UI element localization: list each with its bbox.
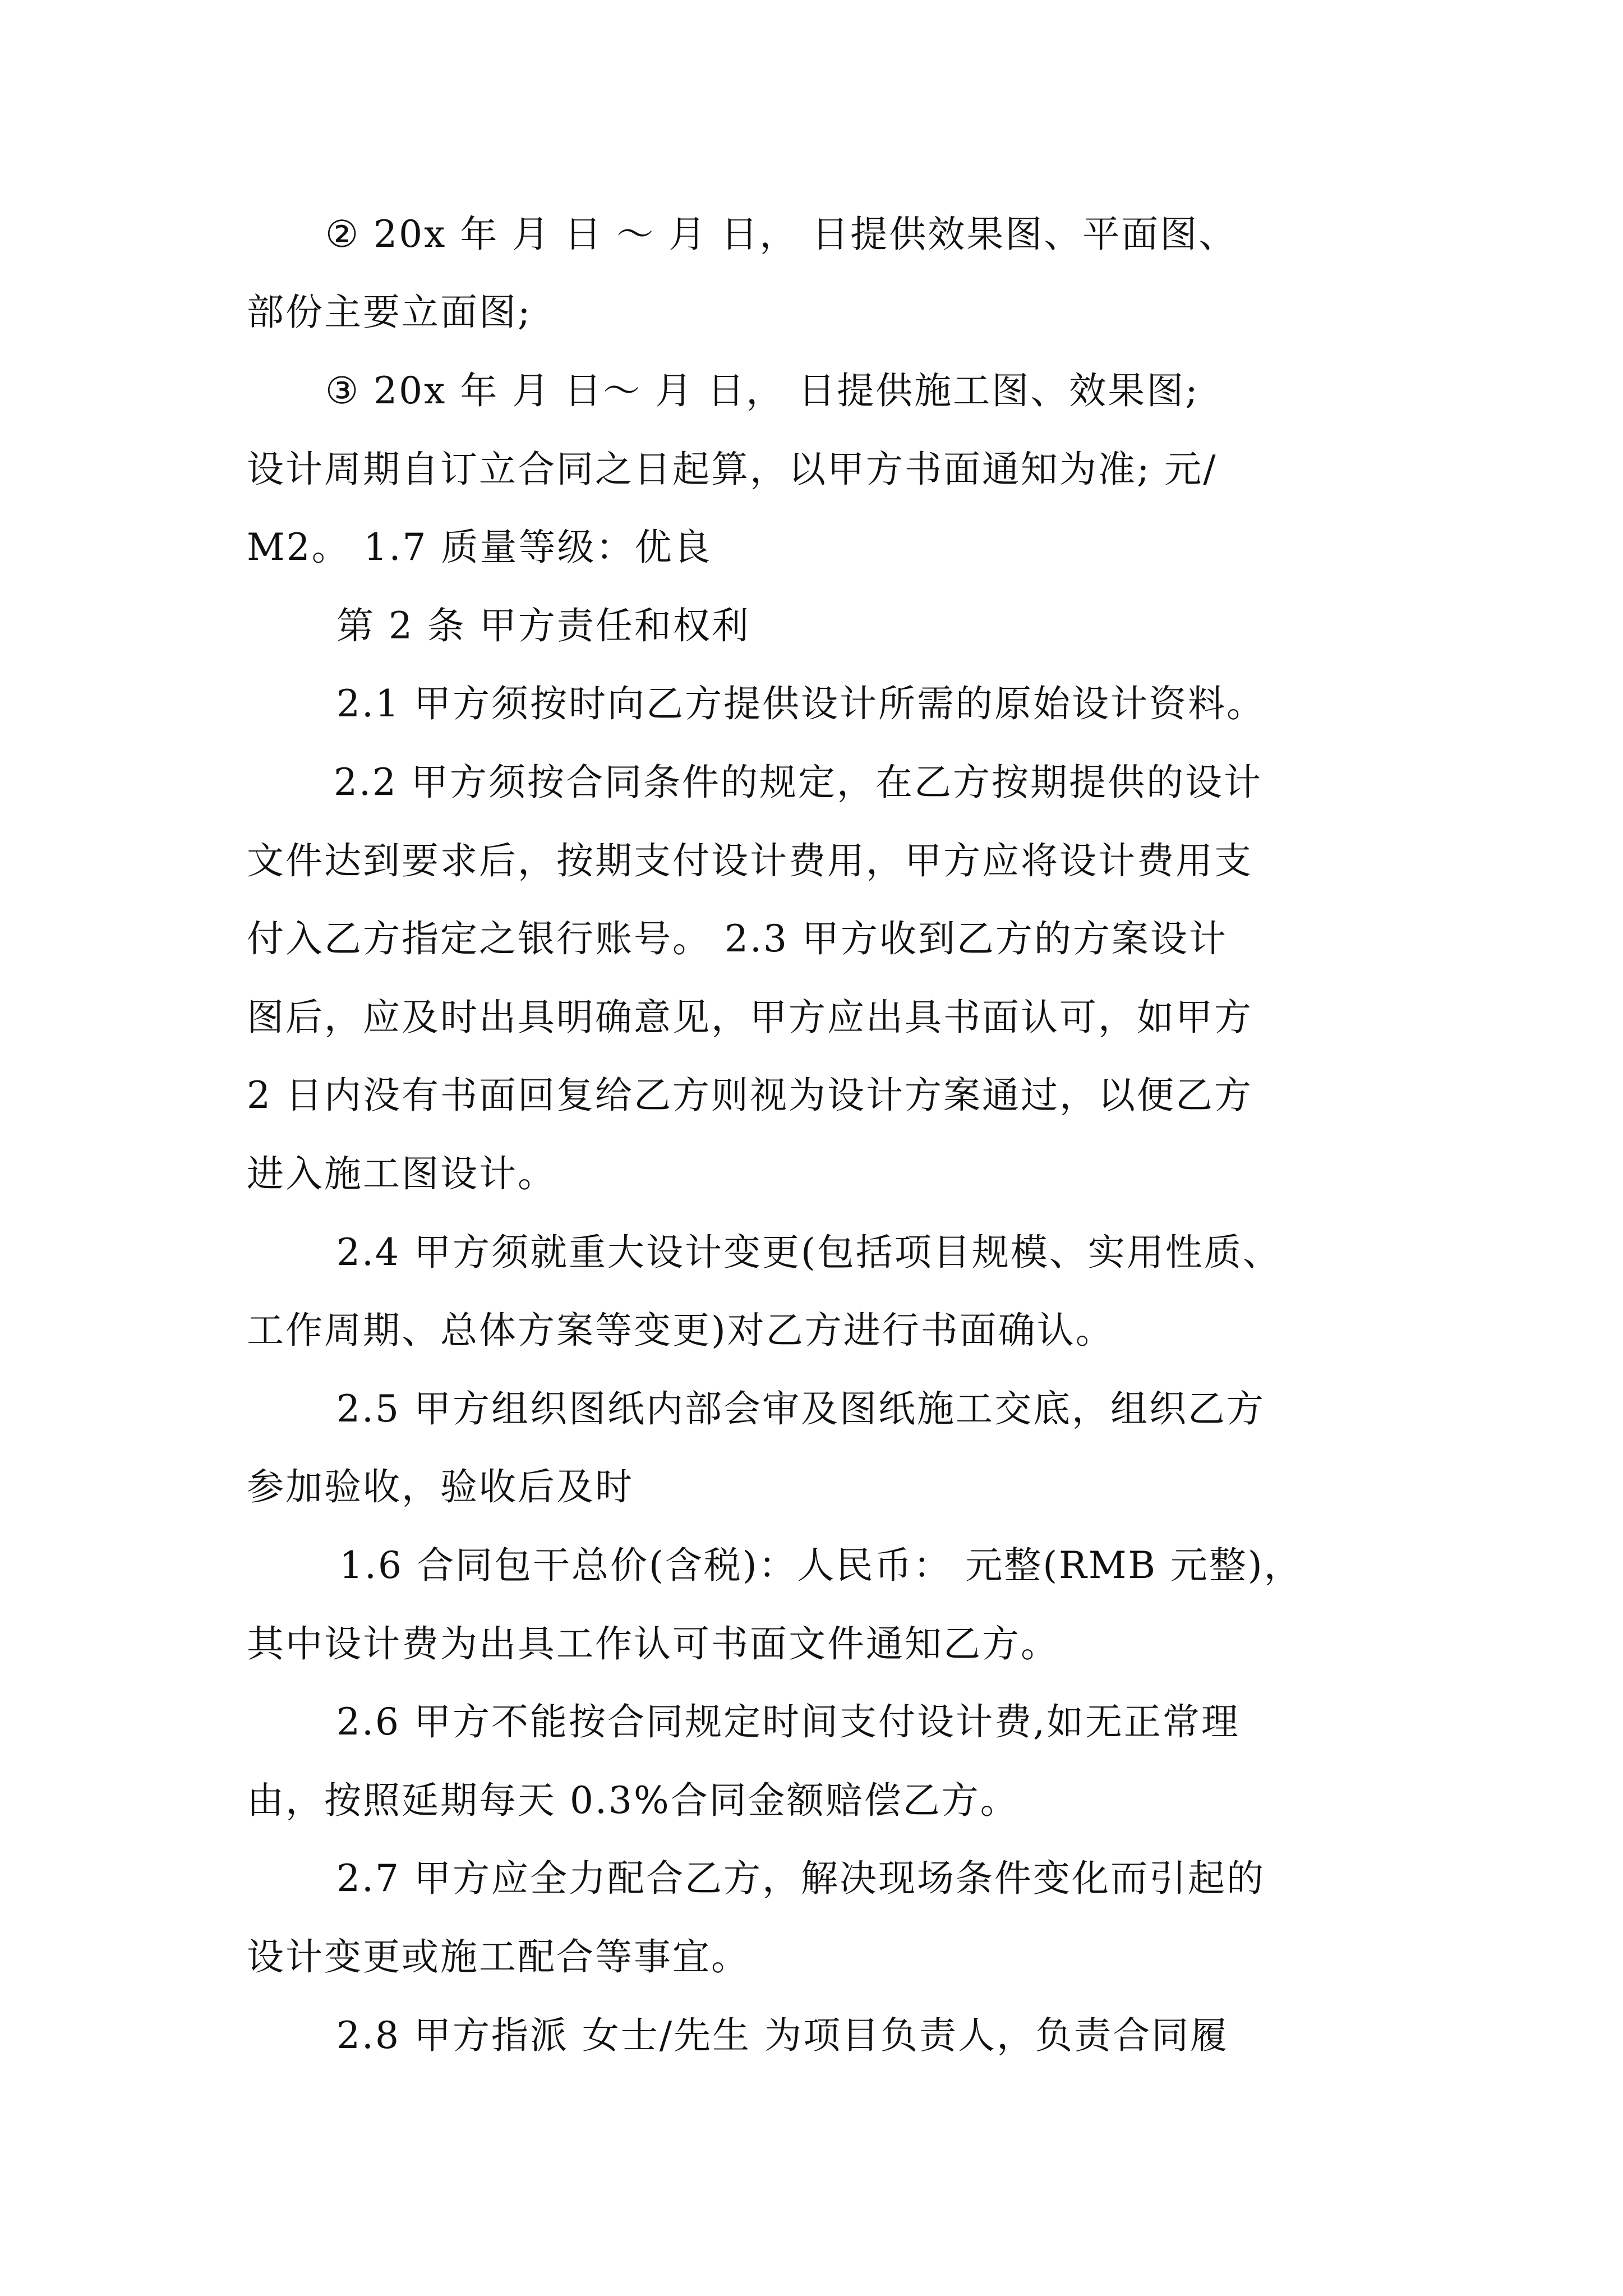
text-line: 付入乙方指定之银行账号。 2.3 甲方收到乙方的方案设计	[247, 917, 1228, 960]
text-line: 设计变更或施工配合等事宜。	[247, 1935, 750, 1978]
text-line: 图后，应及时出具明确意见，甲方应出具书面认可，如甲方	[247, 996, 1253, 1039]
text-line: ③ 20x 年 月 日～ 月 日， 日提供施工图、效果图;	[325, 369, 1200, 412]
text-line: 2.1 甲方须按时向乙方提供设计所需的原始设计资料。	[336, 682, 1265, 725]
text-line: 2.7 甲方应全力配合乙方，解决现场条件变化而引起的	[336, 1857, 1265, 1900]
text-line: ② 20x 年 月 日 ～ 月 日， 日提供效果图、平面图、	[325, 213, 1238, 256]
text-line: 2 日内没有书面回复给乙方则视为设计方案通过，以便乙方	[247, 1074, 1253, 1117]
text-line: 2.5 甲方组织图纸内部会审及图纸施工交底，组织乙方	[336, 1387, 1265, 1430]
text-line: 由，按照延期每天 0.3%合同金额赔偿乙方。	[247, 1779, 1019, 1822]
text-line: 文件达到要求后，按期支付设计费用，甲方应将设计费用支	[247, 839, 1253, 882]
text-line: 2.8 甲方指派 女士/先生 为项目负责人，负责合同履	[336, 2014, 1229, 2057]
text-line: 1.6 合同包干总价(含税)：人民币： 元整(RMB 元整)，	[339, 1544, 1303, 1587]
text-line: 进入施工图设计。	[247, 1152, 556, 1195]
text-line: 工作周期、总体方案等变更)对乙方进行书面确认。	[247, 1309, 1114, 1352]
text-line: 2.4 甲方须就重大设计变更(包括项目规模、实用性质、	[336, 1231, 1281, 1274]
text-line: 其中设计费为出具工作认可书面文件通知乙方。	[247, 1622, 1059, 1665]
text-line: 部份主要立面图;	[247, 291, 532, 334]
text-line: 参加验收，验收后及时	[247, 1465, 634, 1508]
section-heading: 第 2 条 甲方责任和权利	[336, 604, 750, 647]
text-line: M2。 1.7 质量等级：优良	[247, 526, 712, 569]
text-line: 设计周期自订立合同之日起算，以甲方书面通知为准; 元/	[247, 448, 1218, 491]
text-line: 2.6 甲方不能按合同规定时间支付设计费,如无正常理	[336, 1700, 1240, 1743]
text-line: 2.2 甲方须按合同条件的规定，在乙方按期提供的设计	[334, 761, 1262, 804]
